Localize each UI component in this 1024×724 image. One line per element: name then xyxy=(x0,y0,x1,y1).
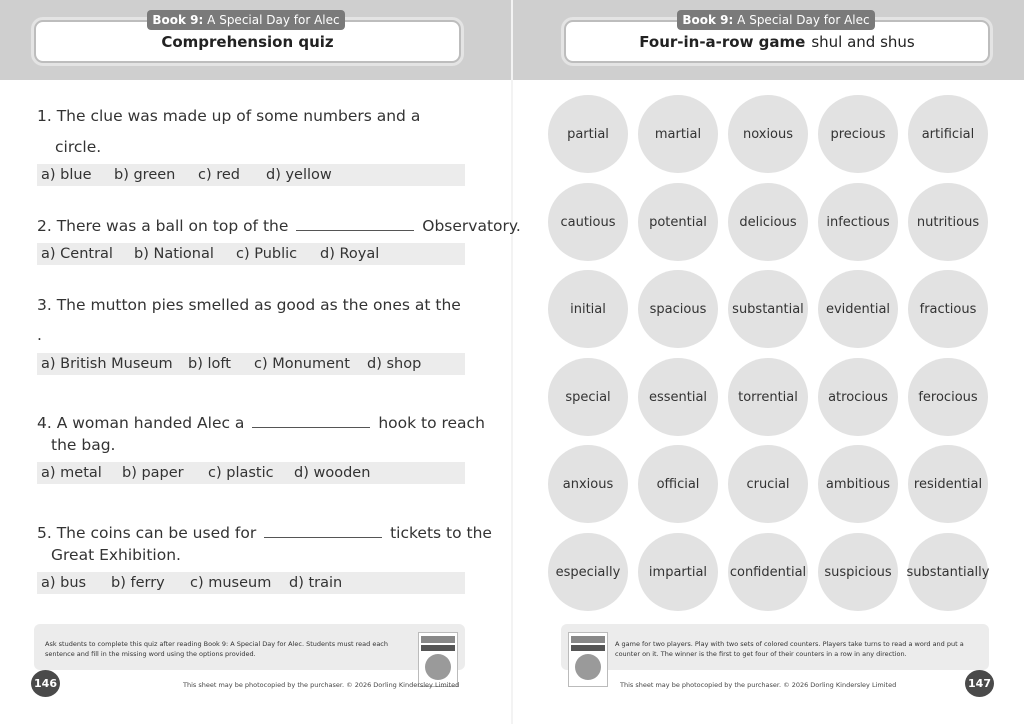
option[interactable]: a) British Museum xyxy=(41,356,173,372)
book-cover-image xyxy=(425,654,451,680)
word-label: ambitious xyxy=(825,476,891,492)
word-circle[interactable] xyxy=(548,358,628,436)
word-circle[interactable] xyxy=(818,533,898,611)
question-5 xyxy=(37,522,492,544)
word-label: especially xyxy=(555,564,621,580)
word-circle[interactable] xyxy=(728,95,808,173)
question-2-options xyxy=(37,243,465,265)
question-text: 4. A woman handed Alec a xyxy=(37,414,245,432)
option[interactable]: a) metal xyxy=(41,465,102,481)
word-label: essential xyxy=(648,389,708,405)
book-cover-image xyxy=(575,654,601,680)
word-label: cautious xyxy=(560,214,616,230)
word-label: nutritious xyxy=(916,214,980,230)
option[interactable]: d) Royal xyxy=(320,246,380,262)
section-title: Four-in-a-row game xyxy=(639,33,806,51)
option[interactable]: c) red xyxy=(198,167,241,183)
word-circle[interactable] xyxy=(638,95,718,173)
word-label: spacious xyxy=(649,301,707,317)
copyright-footer-right: This sheet may be photocopied by the purchaser. © 2026 Dorling Kindersley Limited xyxy=(620,681,897,689)
answer-blank[interactable] xyxy=(252,414,370,428)
word-label: anxious xyxy=(562,476,614,492)
word-label: ferocious xyxy=(918,389,978,405)
word-label: confidential xyxy=(729,564,807,580)
answer-blank[interactable] xyxy=(264,524,382,538)
book-title: A Special Day for Alec xyxy=(737,13,870,27)
option[interactable]: b) loft xyxy=(188,356,231,372)
book-cover-subtitle-band xyxy=(571,645,605,651)
option[interactable]: a) blue xyxy=(41,167,92,183)
question-4-line2: the bag. xyxy=(51,436,116,454)
word-circle[interactable] xyxy=(548,270,628,348)
word-label: artificial xyxy=(921,126,975,142)
option[interactable]: d) wooden xyxy=(294,465,371,481)
word-label: initial xyxy=(570,301,606,317)
page-number-left: 146 xyxy=(31,670,60,697)
page-divider xyxy=(511,0,513,724)
question-5-line2: Great Exhibition. xyxy=(51,546,181,564)
word-circle[interactable] xyxy=(818,95,898,173)
book-title: A Special Day for Alec xyxy=(207,13,340,27)
word-label: noxious xyxy=(742,126,794,142)
word-circle[interactable] xyxy=(818,445,898,523)
word-circle[interactable] xyxy=(818,358,898,436)
word-label: partial xyxy=(567,126,609,142)
word-circle[interactable] xyxy=(638,533,718,611)
question-text-after: . xyxy=(37,326,42,344)
question-text: 2. There was a ball on top of the xyxy=(37,217,289,235)
word-circle[interactable] xyxy=(638,358,718,436)
book-tag-right xyxy=(677,10,875,30)
option[interactable]: c) Public xyxy=(236,246,298,262)
word-label: fractious xyxy=(919,301,977,317)
word-circle[interactable] xyxy=(908,358,988,436)
question-1 xyxy=(37,105,420,127)
word-label: martial xyxy=(654,126,702,142)
question-text-after: Observatory. xyxy=(422,217,521,235)
word-label: residential xyxy=(913,476,983,492)
question-1-options xyxy=(37,164,465,186)
question-text-after: hook to reach xyxy=(378,414,485,432)
question-3 xyxy=(37,294,461,316)
option[interactable]: b) National xyxy=(134,246,214,262)
word-circle[interactable] xyxy=(818,183,898,261)
option[interactable]: c) Monument xyxy=(254,356,350,372)
word-circle[interactable] xyxy=(908,183,988,261)
option[interactable]: d) shop xyxy=(367,356,422,372)
word-circle[interactable] xyxy=(908,95,988,173)
word-circle[interactable] xyxy=(728,533,808,611)
word-circle[interactable] xyxy=(548,445,628,523)
word-label: substantially xyxy=(906,564,990,580)
word-label: crucial xyxy=(746,476,790,492)
word-circle[interactable] xyxy=(728,270,808,348)
question-text-after: circle. xyxy=(55,138,102,156)
question-3-line2 xyxy=(37,324,42,346)
word-circle[interactable] xyxy=(908,270,988,348)
option[interactable]: a) bus xyxy=(41,575,87,591)
book-number: Book 9: xyxy=(682,13,734,27)
book-cover-thumbnail xyxy=(568,632,608,687)
question-text-after: tickets to the xyxy=(390,524,492,542)
question-3-options xyxy=(37,353,465,375)
section-subtitle: shul and shus xyxy=(811,33,915,51)
word-label: special xyxy=(565,389,611,405)
copyright-footer-left: This sheet may be photocopied by the purchaser. © 2026 Dorling Kindersley Limited xyxy=(183,681,460,689)
word-label: substantial xyxy=(732,301,804,317)
word-circle[interactable] xyxy=(818,270,898,348)
option[interactable]: a) Central xyxy=(41,246,113,262)
word-circle[interactable] xyxy=(638,270,718,348)
option[interactable]: b) paper xyxy=(122,465,184,481)
word-label: atrocious xyxy=(828,389,888,405)
question-text: 5. The coins can be used for xyxy=(37,524,257,542)
option[interactable]: b) ferry xyxy=(111,575,165,591)
word-circle[interactable] xyxy=(728,358,808,436)
question-1-line2 xyxy=(51,136,101,158)
word-circle[interactable] xyxy=(548,183,628,261)
question-4 xyxy=(37,412,485,434)
book-tag-left xyxy=(147,10,345,30)
page-number-right: 147 xyxy=(965,670,994,697)
word-circle[interactable] xyxy=(728,445,808,523)
word-label: torrential xyxy=(738,389,798,405)
question-2 xyxy=(37,215,521,237)
option[interactable]: d) train xyxy=(289,575,343,591)
book-cover-subtitle-band xyxy=(421,645,455,651)
question-4-options xyxy=(37,462,465,484)
word-circle[interactable] xyxy=(908,445,988,523)
word-circle[interactable] xyxy=(548,95,628,173)
book-cover-title-band xyxy=(421,636,455,643)
word-circle[interactable] xyxy=(638,183,718,261)
word-circle[interactable] xyxy=(548,533,628,611)
word-label: suspicious xyxy=(824,564,892,580)
question-text: 1. The clue was made up of some numbers and a xyxy=(37,107,421,125)
word-circle[interactable] xyxy=(638,445,718,523)
question-text: 3. The mutton pies smelled as good as the ones at the xyxy=(37,296,461,314)
book-cover-title-band xyxy=(571,636,605,643)
word-label: evidential xyxy=(825,301,891,317)
word-label: impartial xyxy=(648,564,708,580)
answer-blank[interactable] xyxy=(296,217,414,231)
book-number: Book 9: xyxy=(152,13,204,27)
word-label: potential xyxy=(649,214,707,230)
word-circle[interactable] xyxy=(728,183,808,261)
word-label: infectious xyxy=(826,214,890,230)
book-cover-thumbnail xyxy=(418,632,458,687)
section-title: Comprehension quiz xyxy=(161,33,334,51)
word-label: official xyxy=(656,476,700,492)
teacher-note-text: A game for two players. Play with two sets of colored counters. Players take turns to read a word and put a counter on it. The winner is the first to get four of their counters in a row in any direction. xyxy=(615,640,964,658)
word-label: delicious xyxy=(739,214,797,230)
word-circle[interactable] xyxy=(908,533,988,611)
option[interactable]: c) museum xyxy=(190,575,272,591)
word-label: precious xyxy=(830,126,886,142)
option[interactable]: d) yellow xyxy=(266,167,332,183)
option[interactable]: c) plastic xyxy=(208,465,274,481)
option[interactable]: b) green xyxy=(114,167,176,183)
question-5-options xyxy=(37,572,465,594)
teacher-note-text: Ask students to complete this quiz after reading Book 9: A Special Day for Alec. Students must read each sentence and fill in the missing word using the options provided. xyxy=(45,640,389,658)
